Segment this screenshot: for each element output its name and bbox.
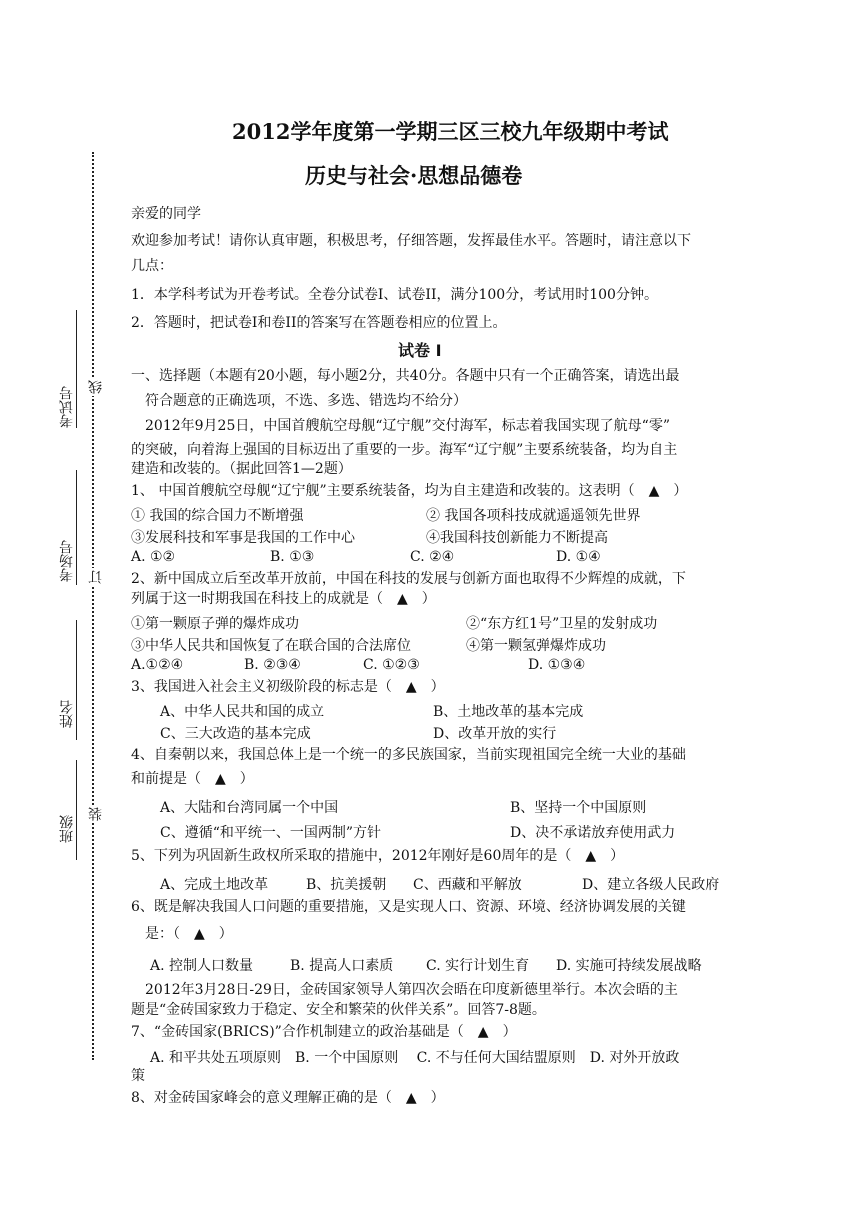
q6-stem-1: 6、既是解决我国人口问题的重要措施，又是实现人口、资源、环境、经济协调发展的关键 [131, 899, 686, 915]
q6-option-a[interactable]: A. 控制人口数量 [150, 958, 254, 974]
q1-statement-2: ② 我国各项科技成就遥遥领先世界 [426, 508, 641, 524]
q6-option-c[interactable]: C. 实行计划生育 [426, 958, 530, 974]
q8-stem: 8、对金砖国家峰会的意义理解正确的是（ ▲ ） [131, 1090, 445, 1106]
binding-dotted-line [92, 152, 94, 1060]
exam-number-label: 考试号 [59, 386, 75, 428]
q3-option-d[interactable]: D、改革开放的实行 [433, 726, 557, 742]
passage2-line-1: 2012年3月28日-29日，金砖国家领导人第四次会晤在印度新德里举行。本次会晤的主 [145, 982, 678, 998]
q2-option-c[interactable]: C. ①②③ [363, 657, 420, 673]
q1-option-a[interactable]: A. ①② [131, 549, 176, 565]
q1-statement-3: ③发展科技和军事是我国的工作中心 [131, 530, 355, 546]
q4-stem-2: 和前提是（ ▲ ） [131, 771, 254, 787]
section-instruction-2: 符合题意的正确选项，不选、多选、错选均不给分） [145, 393, 467, 409]
q2-option-d[interactable]: D. ①③④ [528, 657, 586, 673]
q2-option-a[interactable]: A.①②④ [131, 657, 184, 673]
intro-line-2: 几点： [131, 258, 173, 274]
q6-option-b[interactable]: B. 提高人口素质 [290, 958, 394, 974]
q5-option-a[interactable]: A、完成土地改革 [160, 877, 269, 893]
q7-stem: 7、“金砖国家(BRICS)”合作机制建立的政治基础是（ ▲ ） [131, 1024, 517, 1040]
q1-option-d[interactable]: D. ①④ [556, 549, 601, 565]
q2-stem-2: 列属于这一时期我国在科技上的成就是（ ▲ ） [131, 591, 436, 607]
q1-statement-1: ① 我国的综合国力不断增强 [131, 508, 304, 524]
name-blank[interactable] [76, 620, 77, 740]
exam-room-label: 考场号 [59, 540, 75, 582]
exam-subtitle: 历史与社会·思想品德卷 [305, 163, 523, 188]
q2-stem-1: 2、新中国成立后至改革开放前，中国在科技的发展与创新方面也取得不少辉煌的成就，下 [131, 571, 686, 587]
name-label: 姓名 [59, 700, 75, 728]
exam-title: 2012学年度第一学期三区三校九年级期中考试 [232, 119, 669, 144]
q4-stem-1: 4、自秦朝以来，我国总体上是一个统一的多民族国家，当前实现祖国完全统一大业的基础 [131, 747, 686, 763]
q2-statement-4: ④第一颗氢弹爆炸成功 [466, 638, 606, 654]
q1-stem: 1、 中国首艘航空母舰“辽宁舰”主要系统装备，均为自主建造和改装的。这表明（ ▲ ） [131, 483, 688, 499]
q5-option-b[interactable]: B、抗美援朝 [306, 877, 387, 893]
q6-stem-2: 是：（ ▲ ） [145, 926, 233, 942]
q5-stem: 5、下列为巩固新生政权所采取的措施中，2012年刚好是60周年的是（ ▲ ） [131, 848, 625, 864]
greeting: 亲爱的同学 [131, 206, 201, 222]
exam-number-blank[interactable] [76, 310, 77, 428]
q7-options[interactable]: A. 和平共处五项原则 B. 一个中国原则 C. 不与任何大国结盟原则 D. 对外开放政 [150, 1050, 680, 1066]
intro-line-1: 欢迎参加考试！请你认真审题，积极思考，仔细答题，发挥最佳水平。答题时，请注意以下 [131, 233, 691, 249]
q3-option-c[interactable]: C、三大改造的基本完成 [160, 726, 311, 742]
q5-option-d[interactable]: D、建立各级人民政府 [582, 877, 720, 893]
note-2: 2．答题时，把试卷Ⅰ和卷II的答案写在答题卷相应的位置上。 [131, 315, 507, 331]
q1-option-b[interactable]: B. ①③ [270, 549, 315, 565]
q5-option-c[interactable]: C、西藏和平解放 [413, 877, 522, 893]
q1-option-c[interactable]: C. ②④ [410, 549, 455, 565]
binding-mark-line: 线 [88, 380, 104, 394]
passage1-line-3: 建造和改装的。（据此回答1—2题） [131, 461, 352, 477]
q3-option-b[interactable]: B、土地改革的基本完成 [433, 704, 584, 720]
q2-statement-3: ③中华人民共和国恢复了在联合国的合法席位 [131, 638, 411, 654]
q3-option-a[interactable]: A、中华人民共和国的成立 [160, 704, 325, 720]
passage1-line-1: 2012年9月25日，中国首艘航空母舰“辽宁舰”交付海军，标志着我国实现了航母“零” [145, 418, 670, 434]
q7-options-wrap: 策 [131, 1068, 145, 1084]
class-blank[interactable] [76, 760, 77, 860]
q4-option-d[interactable]: D、决不承诺放弃使用武力 [510, 825, 676, 841]
q2-statement-1: ①第一颗原子弹的爆炸成功 [131, 616, 299, 632]
section-title: 试卷 Ⅰ [398, 341, 442, 360]
binding-mark-staple: 订 [88, 570, 104, 584]
q2-option-b[interactable]: B. ②③④ [244, 657, 301, 673]
q4-option-c[interactable]: C、遵循“和平统一、一国两制”方针 [160, 825, 382, 841]
q2-statement-2: ②“东方红1号”卫星的发射成功 [466, 616, 658, 632]
exam-room-blank[interactable] [76, 470, 77, 585]
q4-option-a[interactable]: A、大陆和台湾同属一个中国 [160, 800, 339, 816]
class-label: 班级 [59, 815, 75, 843]
section-instruction-1: 一、选择题（本题有20小题，每小题2分，共40分。各题中只有一个正确答案，请选出最 [131, 368, 680, 384]
q6-option-d[interactable]: D. 实施可持续发展战略 [556, 958, 702, 974]
q3-stem: 3、我国进入社会主义初级阶段的标志是（ ▲ ） [131, 679, 445, 695]
note-1: 1．本学科考试为开卷考试。全卷分试卷Ⅰ、试卷II，满分100分，考试用时100分钟。 [131, 287, 658, 303]
q4-option-b[interactable]: B、坚持一个中国原则 [510, 800, 647, 816]
passage2-line-2: 题是“金砖国家致力于稳定、安全和繁荣的伙伴关系”。回答7-8题。 [131, 1002, 546, 1018]
q1-statement-4: ④我国科技创新能力不断提高 [426, 530, 608, 546]
binding-mark-bind: 装 [88, 807, 104, 821]
passage1-line-2: 的突破，向着海上强国的目标迈出了重要的一步。海军“辽宁舰”主要系统装备，均为自主 [131, 442, 678, 458]
